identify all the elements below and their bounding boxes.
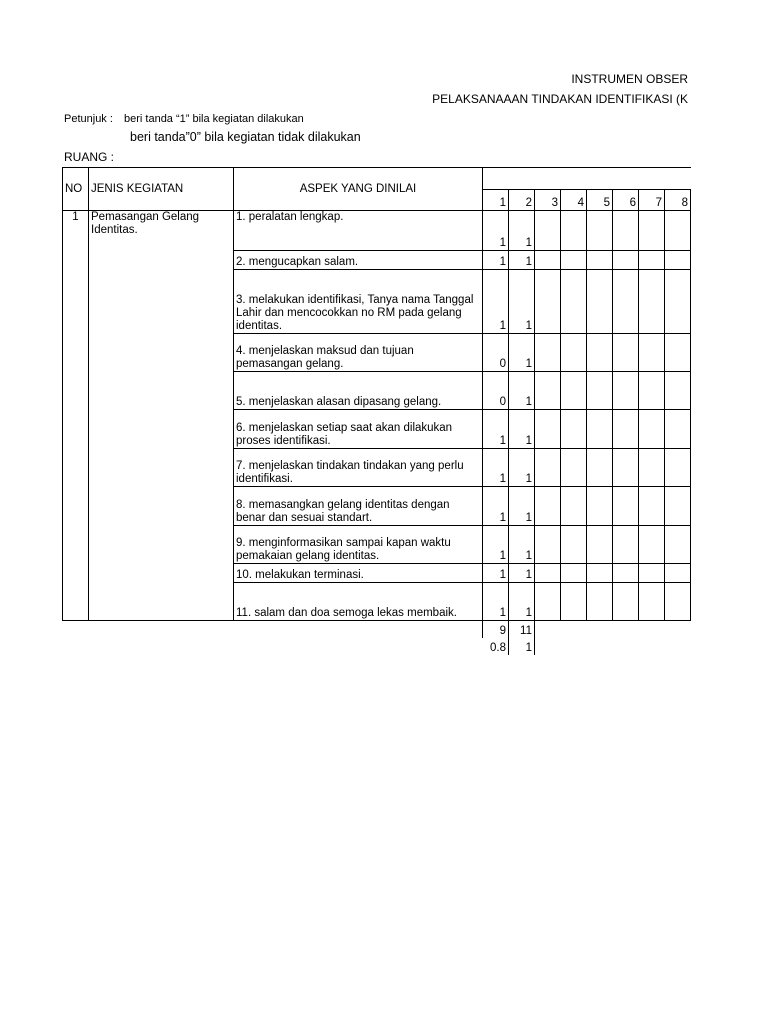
aspek-item: 8. memasangkan gelang identitas dengan benar dan sesuai standart. [234, 487, 483, 526]
score-col-6 [613, 211, 639, 251]
score-col-6 [613, 564, 639, 583]
score-col-1: 1 [483, 583, 509, 621]
score-col-5 [587, 372, 613, 410]
col-header-4: 4 [561, 190, 587, 211]
score-col-2: 1 [509, 334, 535, 372]
score-col-8 [665, 583, 691, 621]
score-col-5 [587, 487, 613, 526]
score-col-1: 1 [483, 270, 509, 334]
aspek-item: 3. melakukan identifikasi, Tanya nama Tanggal Lahir dan mencocokkan no RM pada gelang identitas. [234, 270, 483, 334]
score-col-8 [665, 270, 691, 334]
score-col-8 [665, 449, 691, 487]
score-col-5 [587, 410, 613, 449]
table-row [63, 211, 691, 251]
score-col-6 [613, 449, 639, 487]
score-col-8 [665, 334, 691, 372]
score-col-8 [665, 372, 691, 410]
score-col-7 [639, 251, 665, 270]
header-no: NO [63, 168, 89, 211]
aspek-item: 9. menginformasikan sampai kapan waktu pemakaian gelang identitas. [234, 526, 483, 564]
score-col-1: 1 [483, 487, 509, 526]
score-col-2: 1 [509, 449, 535, 487]
score-col-6 [613, 410, 639, 449]
score-col-5 [587, 583, 613, 621]
totals-row [63, 621, 691, 638]
score-col-2: 1 [509, 251, 535, 270]
score-col-4 [561, 410, 587, 449]
aspek-item: 6. menjelaskan setiap saat akan dilakukan proses identifikasi. [234, 410, 483, 449]
score-col-2: 1 [509, 372, 535, 410]
kegiatan-name: Pemasangan Gelang Identitas. [89, 211, 234, 621]
observation-table [62, 167, 691, 655]
score-col-3 [535, 334, 561, 372]
score-col-8 [665, 487, 691, 526]
score-col-6 [613, 372, 639, 410]
ratio-col-2: 1 [509, 638, 535, 655]
score-col-3 [535, 449, 561, 487]
total-col-1: 9 [483, 621, 509, 638]
col-header-2: 2 [509, 190, 535, 211]
score-col-6 [613, 583, 639, 621]
score-col-7 [639, 487, 665, 526]
total-col-2: 11 [509, 621, 535, 638]
score-col-5 [587, 526, 613, 564]
score-col-1: 1 [483, 410, 509, 449]
score-col-1: 1 [483, 449, 509, 487]
score-col-6 [613, 487, 639, 526]
col-header-1: 1 [483, 190, 509, 211]
score-col-2: 1 [509, 410, 535, 449]
score-col-7 [639, 270, 665, 334]
score-col-4 [561, 487, 587, 526]
score-col-2: 1 [509, 211, 535, 251]
score-col-2: 1 [509, 564, 535, 583]
score-col-2: 1 [509, 270, 535, 334]
score-col-7 [639, 564, 665, 583]
score-col-6 [613, 334, 639, 372]
score-col-8 [665, 526, 691, 564]
score-col-7 [639, 211, 665, 251]
aspek-item: 1. peralatan lengkap. [234, 211, 483, 251]
score-col-1: 0 [483, 334, 509, 372]
header-aspek: ASPEK YANG DINILAI [234, 168, 483, 211]
score-col-3 [535, 270, 561, 334]
score-col-7 [639, 583, 665, 621]
score-col-5 [587, 251, 613, 270]
score-col-7 [639, 526, 665, 564]
score-col-3 [535, 564, 561, 583]
score-col-1: 1 [483, 526, 509, 564]
score-col-4 [561, 526, 587, 564]
score-col-1: 1 [483, 251, 509, 270]
score-col-7 [639, 334, 665, 372]
score-col-3 [535, 372, 561, 410]
score-col-1: 1 [483, 211, 509, 251]
score-col-6 [613, 251, 639, 270]
score-col-4 [561, 270, 587, 334]
aspek-item: 2. mengucapkan salam. [234, 251, 483, 270]
title-area [0, 60, 688, 110]
score-col-8 [665, 410, 691, 449]
score-col-1: 0 [483, 372, 509, 410]
score-col-5 [587, 564, 613, 583]
room-label: RUANG : [64, 150, 115, 164]
score-col-3 [535, 211, 561, 251]
score-col-6 [613, 526, 639, 564]
score-col-5 [587, 211, 613, 251]
score-col-2: 1 [509, 526, 535, 564]
ratio-col-1: 0.8 [483, 638, 509, 655]
score-col-4 [561, 449, 587, 487]
score-col-7 [639, 449, 665, 487]
aspek-item: 11. salam dan doa semoga lekas membaik. [234, 583, 483, 621]
score-col-4 [561, 211, 587, 251]
col-header-8: 8 [665, 190, 691, 211]
score-col-3 [535, 583, 561, 621]
instruction-line-1: beri tanda “1” bila kegiatan dilakukan [124, 113, 304, 125]
aspek-item: 10. melakukan terminasi. [234, 564, 483, 583]
aspek-item: 7. menjelaskan tindakan tindakan yang perlu identifikasi. [234, 449, 483, 487]
col-header-3: 3 [535, 190, 561, 211]
col-header-6: 6 [613, 190, 639, 211]
ratio-row [63, 638, 691, 655]
score-col-5 [587, 449, 613, 487]
header-jenis-kegiatan: JENIS KEGIATAN [89, 168, 234, 211]
score-col-7 [639, 372, 665, 410]
score-col-8 [665, 251, 691, 270]
score-col-4 [561, 372, 587, 410]
score-col-3 [535, 410, 561, 449]
score-col-1: 1 [483, 564, 509, 583]
score-col-4 [561, 334, 587, 372]
score-col-4 [561, 564, 587, 583]
score-col-3 [535, 487, 561, 526]
score-col-3 [535, 251, 561, 270]
score-col-8 [665, 211, 691, 251]
score-col-5 [587, 270, 613, 334]
score-col-2: 1 [509, 487, 535, 526]
col-header-7: 7 [639, 190, 665, 211]
score-col-2: 1 [509, 583, 535, 621]
title-line-1: INSTRUMEN OBSER [571, 72, 688, 86]
score-col-8 [665, 564, 691, 583]
title-line-2: PELAKSANAAAN TINDAKAN IDENTIFIKASI (K [432, 92, 688, 106]
aspek-item: 5. menjelaskan alasan dipasang gelang. [234, 372, 483, 410]
aspek-item: 4. menjelaskan maksud dan tujuan pemasangan gelang. [234, 334, 483, 372]
col-header-5: 5 [587, 190, 613, 211]
score-col-4 [561, 251, 587, 270]
header-score-span [483, 168, 691, 190]
score-col-4 [561, 583, 587, 621]
score-col-7 [639, 410, 665, 449]
score-col-5 [587, 334, 613, 372]
header-row [63, 168, 691, 190]
row-number: 1 [63, 211, 89, 621]
instruction-line-2: beri tanda”0” bila kegiatan tidak dilakukan [130, 130, 361, 144]
score-col-6 [613, 270, 639, 334]
instruction-label: Petunjuk : [64, 113, 113, 125]
score-col-3 [535, 526, 561, 564]
